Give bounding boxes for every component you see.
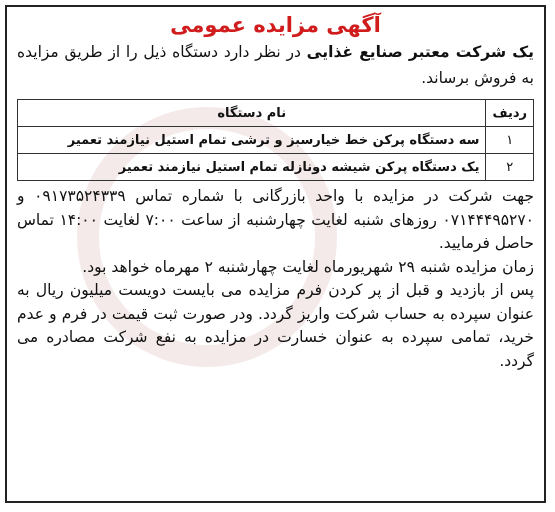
table-header-row — [18, 100, 534, 127]
notice-title: آگهی مزایده عمومی — [170, 13, 381, 37]
company-name: یک شرکت معتبر صنایع غذایی — [306, 43, 534, 61]
intro-text: در نظر دارد دستگاه ذیل را از طریق مزایده به فروش برساند. — [17, 43, 534, 87]
auction-notice — [5, 5, 546, 503]
table-row — [18, 127, 534, 154]
contact-paragraph: جهت شرکت در مزایده با واحد بازرگانی با شماره تماس ۰۹۱۷۳۵۲۴۳۳۹ و ۰۷۱۴۴۴۹۵۲۷۰ روزهای شنبه لغایت چهارشنبه از ساعت ۷:۰۰ لغایت ۱۴:۰۰ تماس حاصل فرمایید. — [17, 187, 534, 252]
device-name: یک دستگاه پرکن شیشه دونازله تمام استیل نیازمند تعمیر — [18, 154, 486, 181]
header-row-number: ردیف — [486, 100, 534, 127]
table-row — [18, 154, 534, 181]
devices-table — [17, 99, 534, 181]
device-name: سه دستگاه پرکن خط خیارسبز و ترشی تمام استیل نیازمند تعمیر — [18, 127, 486, 154]
schedule-paragraph: زمان مزایده شنبه ۲۹ شهریورماه لغایت چهارشنبه ۲ مهرماه خواهد بود. — [82, 257, 534, 276]
row-number: ۲ — [486, 154, 534, 181]
notice-content — [7, 7, 544, 373]
intro-paragraph — [17, 39, 534, 91]
header-device-name: نام دستگاه — [18, 100, 486, 127]
row-number: ۱ — [486, 127, 534, 154]
deposit-paragraph: پس از بازدید و قبل از پر کردن فرم مزایده می بایست دویست میلیون ریال به عنوان سپرده به حساب شرکت واریز گردد. ودر صورت ثبت قیمت در فرم و عدم خرید، تمامی سپرده به عنوان خسارت در مزایده به نفع شرکت مصادره می گردد. — [17, 281, 534, 370]
